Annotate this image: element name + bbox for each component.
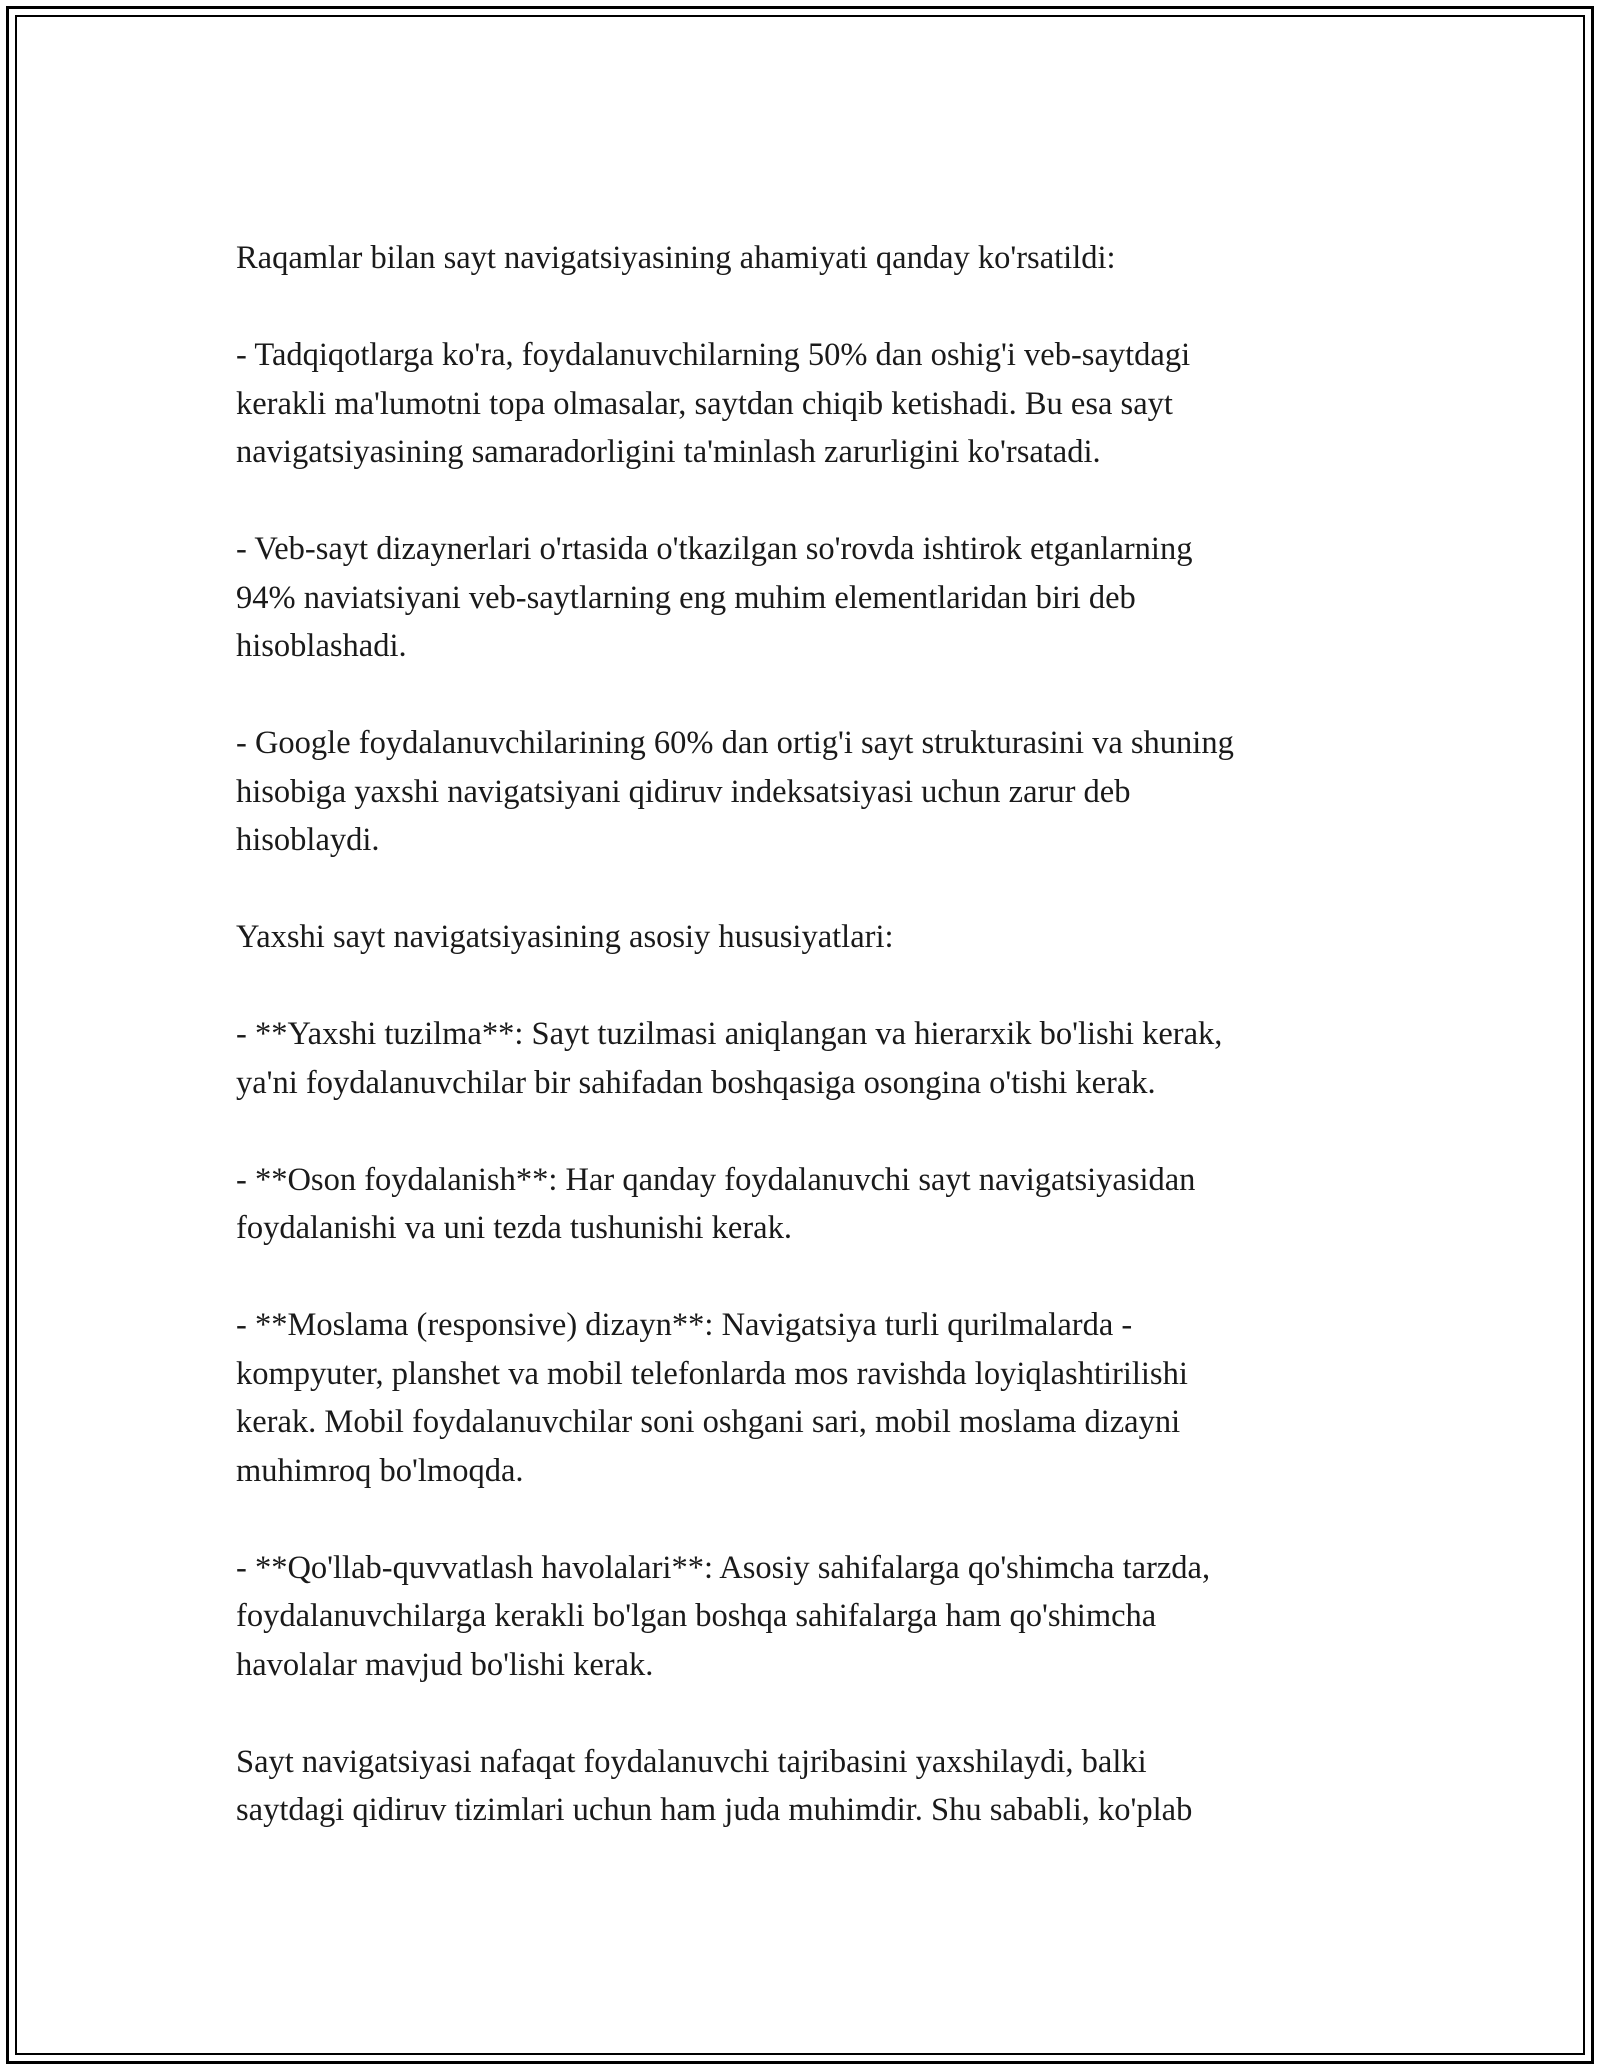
feature-support-links: - **Qo'llab-quvvatlash havolalari**: Asosiy sahifalarga qo'shimcha tarzda, foydalanuvchilarga kerakli bo'lgan boshqa sahifalarga ham qo'shimcha havolalar mavjud bo'lishi kerak.	[236, 1549, 1211, 1683]
document-body	[236, 234, 1376, 1835]
statistic-paragraph-1: - Tadqiqotlarga ko'ra, foydalanuvchilarning 50% dan oshig'i veb-saytdagi kerakli ma'lumotni topa olmasalar, saytdan chiqib ketishadi. Bu esa sayt navigatsiyasining samaradorligini ta'minlash zarurligini ko'rsatadi.	[236, 337, 1191, 470]
statistic-paragraph-3: - Google foydalanuvchilarining 60% dan ortig'i sayt strukturasini va shuning hisobiga yaxshi navigatsiyani qidiruv indeksatsiyasi uchun zarur deb hisoblaydi.	[236, 725, 1234, 858]
feature-responsive-design: - **Moslama (responsive) dizayn**: Navigatsiya turli qurilmalarda - kompyuter, planshet va mobil telefonlarda mos ravishda loyiqlashtirilishi kerak. Mobil foydalanuvchilar soni oshgani sari, mobil moslama dizayni muhimroq bo'lmoqda.	[236, 1307, 1188, 1489]
features-heading: Yaxshi sayt navigatsiyasining asosiy hususiyatlari:	[236, 919, 894, 955]
feature-structure: - **Yaxshi tuzilma**: Sayt tuzilmasi aniqlangan va hierarxik bo'lishi kerak, ya'ni foydalanuvchilar bir sahifadan boshqasiga osongina o'tishi kerak.	[236, 1016, 1223, 1101]
feature-ease-of-use: - **Oson foydalanish**: Har qanday foydalanuvchi sayt navigatsiyasidan foydalanishi va uni tezda tushunishi kerak.	[236, 1161, 1196, 1246]
statistic-paragraph-2: - Veb-sayt dizaynerlari o'rtasida o'tkazilgan so'rovda ishtirok etganlarning 94% naviatsiyani veb-saytlarning eng muhim elementlaridan biri deb hisoblashadi.	[236, 531, 1193, 664]
intro-heading: Raqamlar bilan sayt navigatsiyasining ahamiyati qanday ko'rsatildi:	[236, 240, 1116, 276]
closing-paragraph: Sayt navigatsiyasi nafaqat foydalanuvchi tajribasini yaxshilaydi, balki saytdagi qidiruv tizimlari uchun ham juda muhimdir. Shu sababli, ko'plab	[236, 1743, 1193, 1828]
